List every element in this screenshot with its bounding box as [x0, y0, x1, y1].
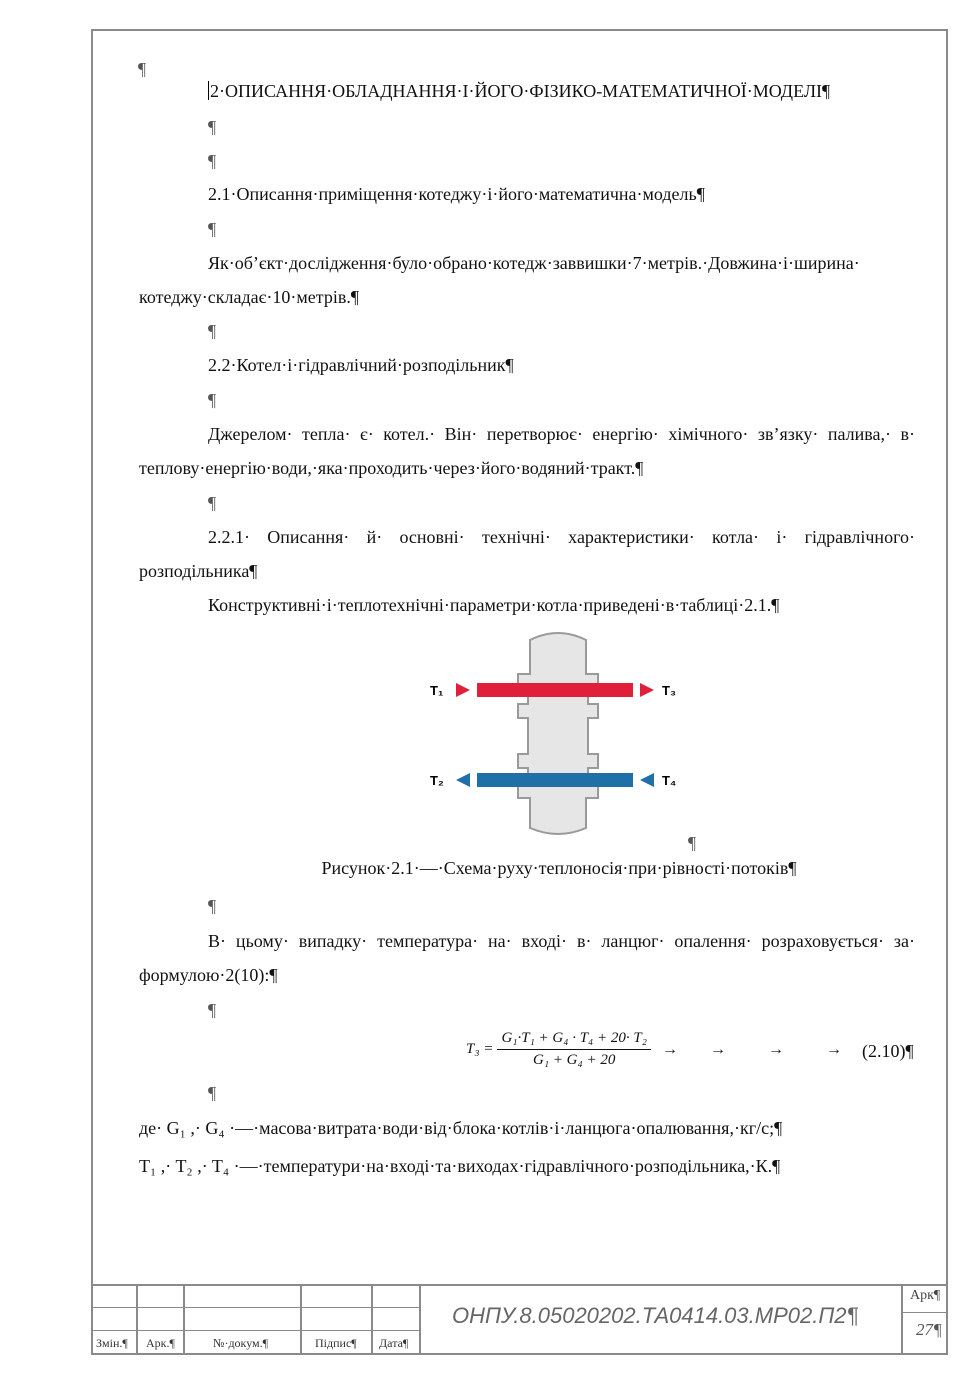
section-heading-2-2-1-cont: розподільника¶: [139, 561, 258, 581]
paragraph-text: Як·об’єкт·дослідження·було·обрано·котедж·заввишки·7·метрів.·Довжина·і·ширина·: [208, 253, 860, 273]
document-code: ОНПУ.8.05020202.ТА0414.03.МР02.П2¶: [452, 1303, 859, 1328]
paragraph-mark: ¶: [208, 1083, 217, 1103]
hot-pipe: [477, 683, 633, 697]
paragraph-text: В· цьому· випадку· температура· на· вході· в· ланцюг· опалення· розраховується· за·: [208, 931, 915, 951]
tab-arrow: →: [662, 1041, 678, 1058]
paragraph-text: формулою·2(10):¶: [139, 965, 278, 985]
formula-denominator: G₁ + G₄ + 20: [533, 1052, 616, 1068]
where-clause-g: де· G₁ ,· G₄ ·—·масова·витрата·води·від·блока·котлів·і·ланцюга·опалювання,·кг/с;¶: [139, 1118, 783, 1138]
formula-numerator: G₁·T₁ + G₄ · T₄ + 20· T₂: [497, 1030, 651, 1050]
t2-label: T₂: [430, 773, 444, 788]
t4-label: T₄: [662, 773, 677, 788]
t2-arrow: [456, 773, 470, 787]
t1-arrow: [456, 683, 470, 697]
col-date-label: Дата¶: [379, 1336, 409, 1350]
hydraulic-separator-diagram: [418, 628, 708, 843]
section-heading-2-1: 2.1·Описання·приміщення·котеджу·і·його·математична·модель¶: [208, 184, 705, 204]
section-heading-2-2-1: 2.2.1· Описання· й· основні· технічні· характеристики· котла· і· гідравлічного·: [208, 527, 915, 547]
t3-arrow: [640, 683, 654, 697]
hydraulic-separator-figure: [418, 628, 708, 848]
tab-arrow: →: [710, 1041, 726, 1058]
tab-arrow: →: [826, 1041, 842, 1058]
chapter-heading-text: 2·ОПИСАННЯ·ОБЛАДНАННЯ·І·ЙОГО·ФІЗИКО-МАТЕМАТИЧНОЇ·МОДЕЛІ¶: [210, 81, 831, 101]
paragraph-mark: ¶: [208, 321, 217, 341]
page-number: 27¶: [916, 1320, 942, 1339]
paragraph-text: котеджу·складає·10·метрів.¶: [139, 287, 359, 307]
sheet-label: Арк¶: [910, 1288, 941, 1303]
paragraph-mark: ¶: [208, 151, 217, 171]
formula-2-10: [466, 1030, 651, 1069]
t1-label: T₁: [430, 683, 444, 698]
paragraph-mark: ¶: [208, 493, 217, 513]
col-doc-label: №·докум.¶: [213, 1336, 269, 1350]
figure-caption: Рисунок·2.1·—·Схема·руху·теплоносія·при·рівності·потоків¶: [321, 858, 797, 878]
formula-lhs: T₃ =: [466, 1041, 494, 1057]
section-heading-2-2: 2.2·Котел·і·гідравлічний·розподільник¶: [208, 355, 514, 375]
chapter-heading[interactable]: [208, 80, 830, 102]
paragraph-mark: ¶: [208, 117, 217, 137]
paragraph-mark: ¶: [688, 833, 697, 853]
t3-label: T₃: [662, 683, 676, 698]
paragraph-mark: ¶: [138, 59, 147, 79]
paragraph-text: теплову·енергію·води,·яка·проходить·через·його·водяний·тракт.¶: [139, 458, 644, 478]
separator-body: [518, 633, 598, 834]
col-ark-label: Арк.¶: [146, 1336, 175, 1350]
where-clause-t: T₁ ,· T₂ ,· T₄ ·—·температури·на·вході·та·виходах·гідравлічного·розподільника,·К.¶: [139, 1156, 781, 1176]
paragraph-mark: ¶: [208, 1000, 217, 1020]
col-signature-label: Підпис¶: [315, 1336, 357, 1350]
paragraph-mark: ¶: [208, 896, 217, 916]
cold-pipe: [477, 773, 633, 787]
paragraph-mark: ¶: [208, 390, 217, 410]
title-block-row-line: [903, 1312, 948, 1313]
text-cursor: [208, 81, 209, 100]
paragraph-mark: ¶: [208, 219, 217, 239]
formula-fraction: [497, 1030, 651, 1069]
tab-arrow: →: [768, 1041, 784, 1058]
equation-number: (2.10)¶: [862, 1041, 914, 1061]
t4-arrow: [640, 773, 654, 787]
paragraph-text: Конструктивні·і·теплотехнічні·параметри·котла·приведені·в·таблиці·2.1.¶: [208, 595, 780, 615]
col-zmin-label: Змін.¶: [96, 1336, 128, 1350]
paragraph-text: Джерелом· тепла· є· котел.· Він· перетворює· енергію· хімічного· зв’язку· палива,· в·: [208, 424, 915, 444]
